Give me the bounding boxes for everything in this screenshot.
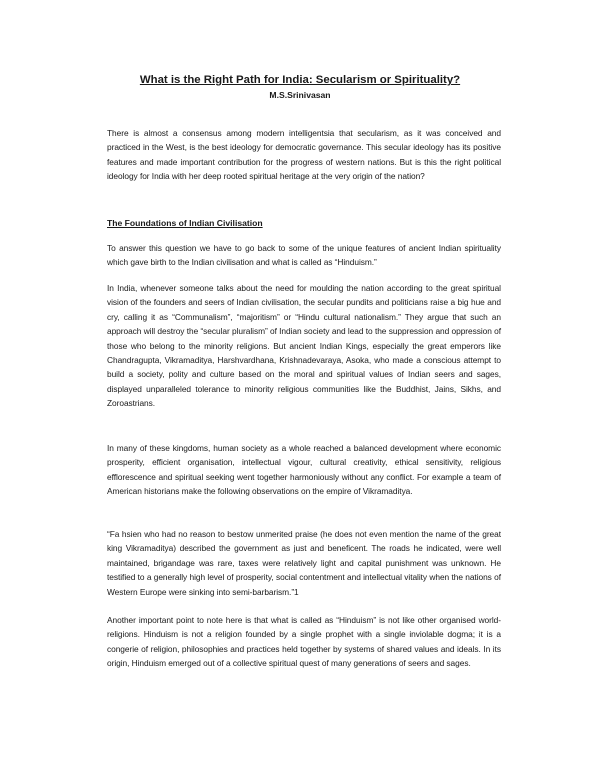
paragraph-quotation: “Fa hsien who had no reason to bestow unmerited praise (he does not even mention the name of the great king Vikramaditya) described the government as just and beneficent. The roads he indicated, were well maintained, brigandage was rare, taxes were relatively light and capital punishment was unknown. He testified to a generally high level of prosperity, social contentment and intellectual vitality when the nations of Western Europe were sinking into semi-barbarism.”1 xyxy=(107,529,501,597)
paragraph-india-kings: In India, whenever someone talks about the need for moulding the nation according to the great spiritual vision of the founders and seers of Indian civilisation, the secular pundits and politicians raise a big hue and cry, calling it as “Communalism”, “majoritism” or “Hindu cultural nationalism.” They argue that such an approach will destroy the “secular pluralism” of Indian society and lead to the suppression and oppression of those who belong to the minority religions. But ancient Indian Kings, especially the great emperors like Chandragupta, Vikramaditya, Harshvardhana, Krishnadevaraya, Asoka, who made a conscious attempt to build a society, polity and culture based on the moral and spiritual values of Indian seers and sages, displayed unparalleled tolerance to minority religious communities like the Buddhist, Jains, Sikhs, and Zoroastrians. xyxy=(107,283,501,409)
paragraph-question: To answer this question we have to go back to some of the unique features of ancient Indian spirituality which gave birth to the Indian civilisation and what is called as “Hinduism.” xyxy=(107,243,501,268)
section-heading: The Foundations of Indian Civilisation xyxy=(107,218,263,228)
paragraph-kingdoms: In many of these kingdoms, human society as a whole reached a balanced development where economic prosperity, efficient organisation, intellectual vigour, cultural creativity, ethical sensitivity, religious efflorescence and spiritual seeking went together harmoniously without any conflict. For example a team of American historians make the following observations on the empire of Vikramaditya. xyxy=(107,443,501,497)
paragraph-hinduism: Another important point to note here is that what is called as “Hinduism” is not like other organised world-religions. Hinduism is not a religion founded by a single prophet with a single inviolable dogma; it is a congerie of religion, philosophies and practices held together by systems of shared values and ideals. In its origin, Hinduism emerged out of a collective spiritual quest of many generations of seers and sages. xyxy=(107,615,501,669)
author-name: M.S.Srinivasan xyxy=(269,90,331,100)
paragraph-intro: There is almost a consensus among modern intelligentsia that secularism, as it was conceived and practiced in the West, is the best ideology for democratic governance. This secular ideology has its positive features and made important contribution for the progress of western nations. But is this the right political ideology for India with her deep rooted spiritual heritage at the very origin of the nation? xyxy=(107,128,501,182)
document-title: What is the Right Path for India: Secularism or Spirituality? xyxy=(139,74,461,86)
